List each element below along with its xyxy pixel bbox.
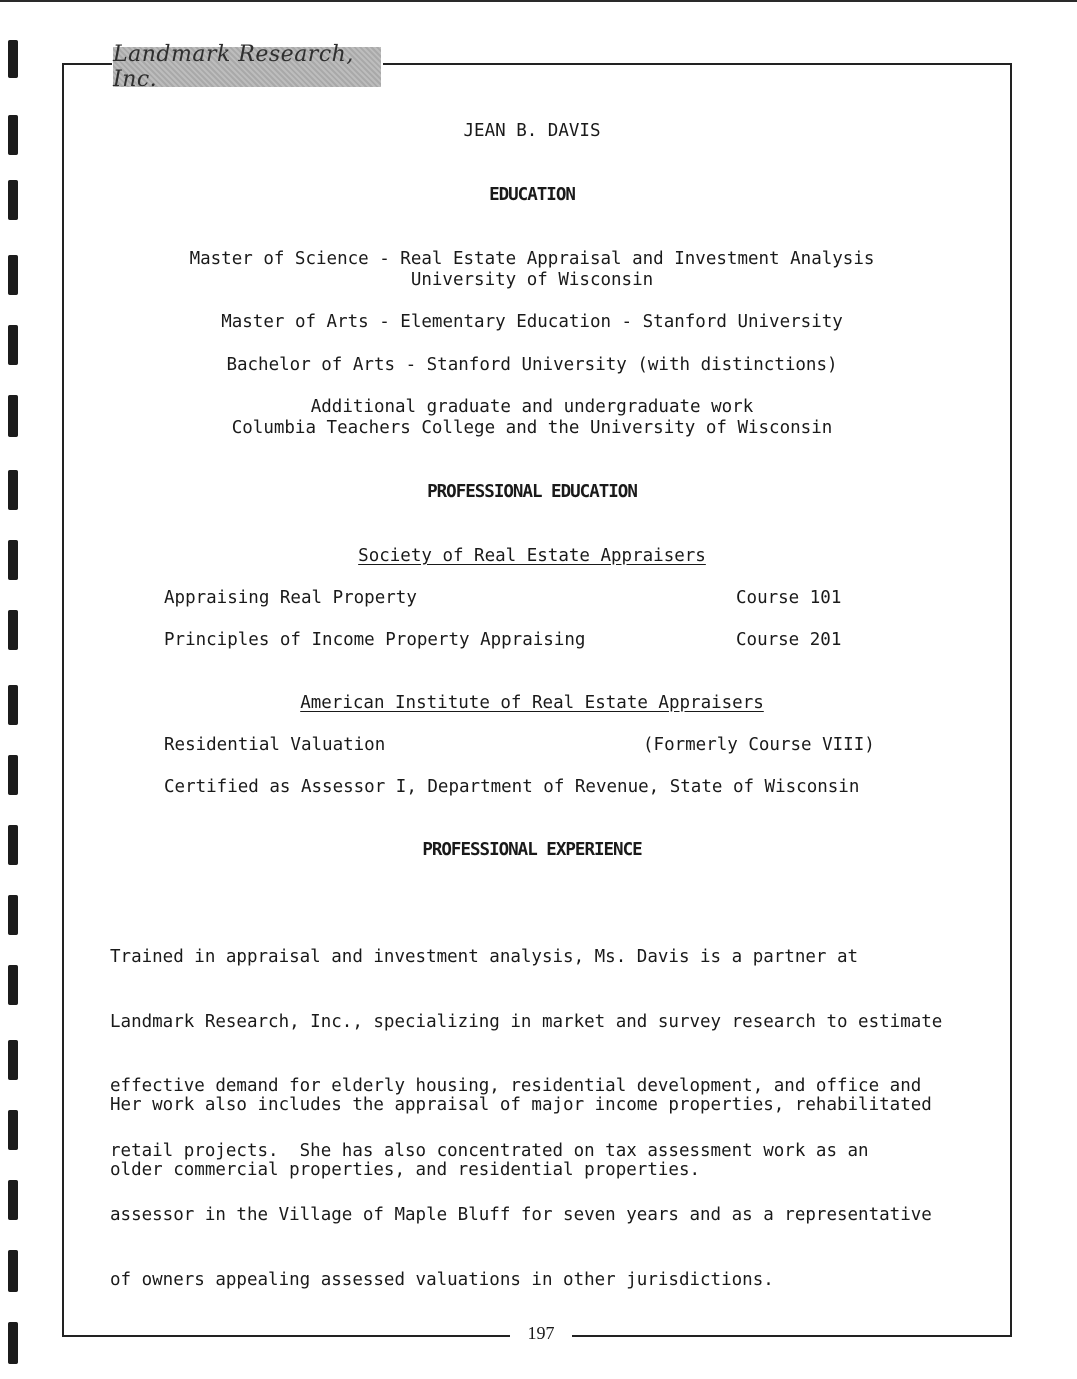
aire-title xyxy=(112,693,952,714)
binding-hole xyxy=(8,1110,18,1150)
professional-education-heading: PROFESSIONAL EDUCATION xyxy=(427,482,637,502)
person-name: JEAN B. DAVIS xyxy=(463,121,601,141)
paragraph-line: Landmark Research, Inc., specializing in market and survey research to estimate xyxy=(110,1011,943,1032)
certification: Certified as Assessor I, Department of Revenue, State of Wisconsin xyxy=(164,777,860,797)
page-number: 197 xyxy=(527,1323,555,1343)
frame-rule xyxy=(62,1335,510,1337)
course-name: Appraising Real Property xyxy=(164,588,417,608)
binding-hole xyxy=(8,1180,18,1220)
scan-top-edge xyxy=(0,0,1077,2)
aire-title-text: American Institute of Real Estate Appraisers xyxy=(300,693,764,713)
society-title xyxy=(112,546,952,567)
binding-hole xyxy=(8,395,18,437)
frame-rule xyxy=(62,63,112,65)
society-title-text: Society of Real Estate Appraisers xyxy=(358,546,706,566)
binding-hole xyxy=(8,540,18,580)
additional-work-line1: Additional graduate and undergraduate work xyxy=(310,397,754,417)
binding-hole xyxy=(8,1250,18,1292)
degree-ms-line2: University of Wisconsin xyxy=(410,270,654,290)
degree-ms-line1: Master of Science - Real Estate Appraisal and Investment Analysis xyxy=(189,249,875,269)
paragraph-line: effective demand for elderly housing, residential development, and office and xyxy=(110,1076,922,1096)
binding-hole xyxy=(8,115,18,155)
additional-work-line2: Columbia Teachers College and the University of Wisconsin xyxy=(231,418,833,438)
binding-hole xyxy=(8,610,18,650)
frame-rule xyxy=(383,63,1012,65)
paragraph-line: older commercial properties, and residential properties. xyxy=(110,1159,701,1180)
professional-experience-heading: PROFESSIONAL EXPERIENCE xyxy=(422,840,642,860)
binding-hole xyxy=(8,1040,18,1080)
logo-text: Landmark Research, Inc. xyxy=(113,42,354,92)
binding-hole xyxy=(8,1322,18,1364)
frame-rule xyxy=(572,1335,1012,1337)
binding-hole xyxy=(8,470,18,510)
binding-hole xyxy=(8,40,18,78)
binding-hole xyxy=(8,180,18,220)
degree-ma: Master of Arts - Elementary Education - Stanford University xyxy=(221,312,843,332)
course-code: Course 201 xyxy=(736,630,842,650)
binding-hole xyxy=(8,965,18,1005)
paragraph-line: Her work also includes the appraisal of major income properties, rehabilitated xyxy=(110,1095,932,1115)
course-code: Course 101 xyxy=(736,588,842,608)
paragraph-line: Trained in appraisal and investment analysis, Ms. Davis is a partner at xyxy=(110,947,859,967)
degree-ba: Bachelor of Arts - Stanford University (with distinctions) xyxy=(226,355,838,375)
binding-hole xyxy=(8,325,18,365)
binding-hole xyxy=(8,825,18,865)
company-logo xyxy=(113,42,381,92)
course-name: Residential Valuation xyxy=(164,735,386,755)
binding-hole xyxy=(8,685,18,725)
education-heading: EDUCATION xyxy=(489,185,575,205)
experience-paragraph-2 xyxy=(110,1052,960,1203)
course-code: (Formerly Course VIII) xyxy=(643,735,875,755)
binding-hole xyxy=(8,255,18,295)
paragraph-line: retail projects. She has also concentrated on tax assessment work as an xyxy=(110,1140,869,1161)
binding-hole xyxy=(8,895,18,935)
paragraph-line: assessor in the Village of Maple Bluff for seven years and as a representative xyxy=(110,1205,932,1225)
binding-hole xyxy=(8,755,18,795)
course-name: Principles of Income Property Appraising xyxy=(164,630,586,650)
paragraph-line: of owners appealing assessed valuations in other jurisdictions. xyxy=(110,1269,774,1290)
